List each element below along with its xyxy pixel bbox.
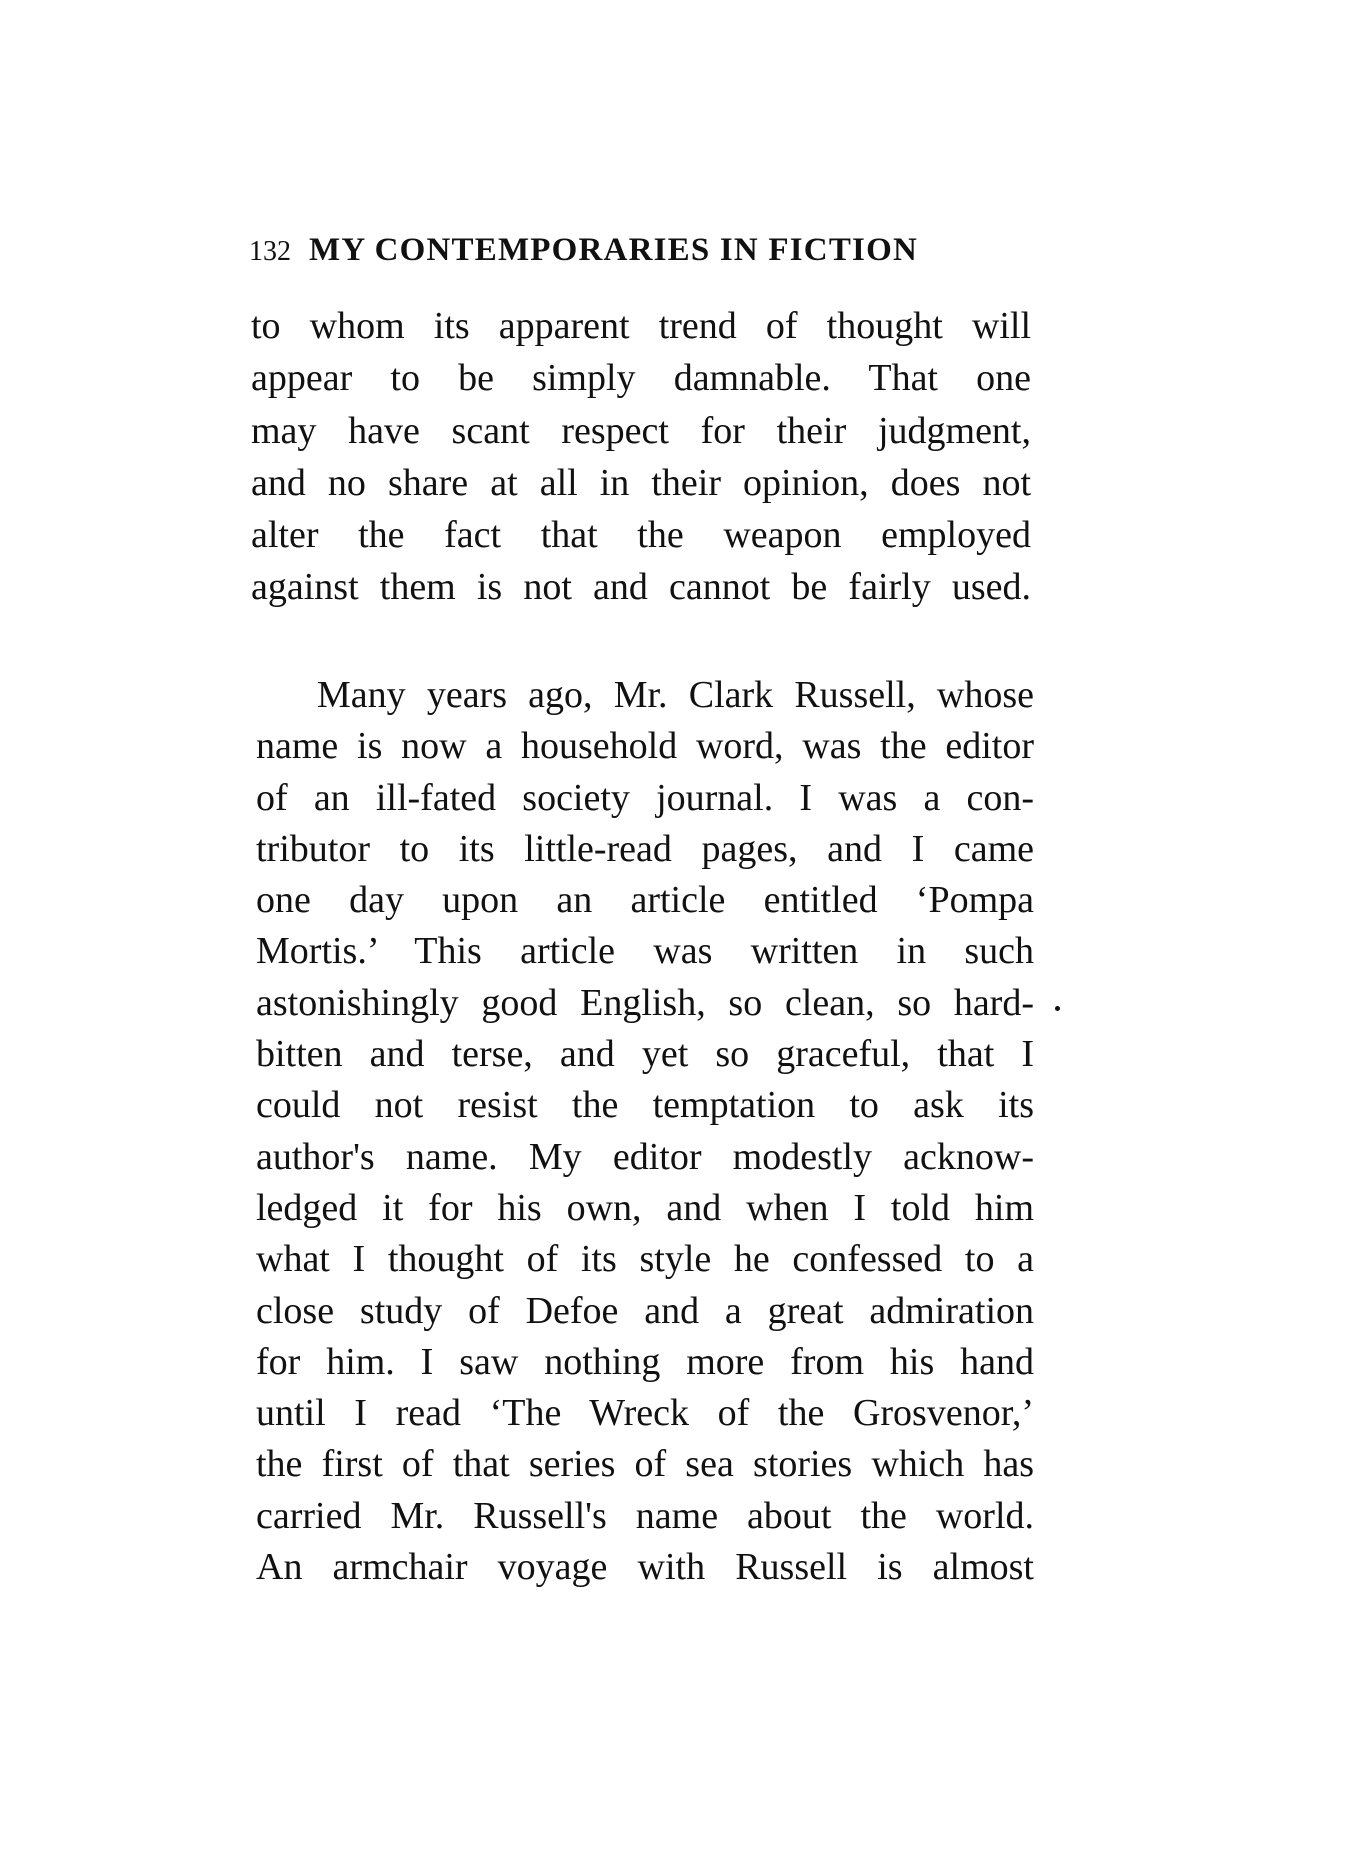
text-line: An armchair voyage with Russell is almost bbox=[256, 1546, 1034, 1589]
text-line: ledged it for his own, and when I told him bbox=[256, 1186, 1034, 1229]
text-line: to whom its apparent trend of thought will bbox=[251, 305, 1031, 347]
text-line: close study of Defoe and a great admiration bbox=[256, 1289, 1034, 1332]
text-line: what I thought of its style he confessed to a bbox=[256, 1238, 1034, 1281]
text-line: appear to be simply damnable. That one bbox=[251, 357, 1031, 400]
text-line: author's name. My editor modestly acknow- bbox=[256, 1135, 1034, 1178]
text-line: the first of that series of sea stories which has bbox=[256, 1443, 1034, 1486]
running-head bbox=[249, 232, 1039, 269]
paragraph-continued bbox=[251, 300, 1031, 614]
print-speck bbox=[1055, 1006, 1060, 1011]
text-line: one day upon an article entitled ‘Pompa bbox=[256, 879, 1034, 922]
text-line: bitten and terse, and yet so graceful, that I bbox=[256, 1033, 1034, 1076]
text-line: of an ill-fated society journal. I was a con- bbox=[256, 776, 1034, 819]
text-line: for him. I saw nothing more from his hand bbox=[256, 1340, 1034, 1383]
text-line: tributor to its little-read pages, and I came bbox=[256, 827, 1034, 870]
text-line: against them is not and cannot be fairly used. bbox=[251, 566, 1031, 609]
text-line-first: Many years ago, Mr. Clark Russell, whose bbox=[317, 674, 1034, 716]
text-line: name is now a household word, was the editor bbox=[256, 725, 1034, 768]
text-line: could not resist the temptation to ask its bbox=[256, 1084, 1034, 1127]
page-number: 132 bbox=[249, 236, 291, 267]
running-title: MY CONTEMPORARIES IN FICTION bbox=[309, 232, 918, 268]
text-line: astonishingly good English, so clean, so hard- bbox=[256, 981, 1034, 1024]
text-line: alter the fact that the weapon employed bbox=[251, 514, 1031, 557]
text-line: until I read ‘The Wreck of the Grosvenor,’ bbox=[256, 1392, 1034, 1435]
text-line: carried Mr. Russell's name about the world. bbox=[256, 1494, 1034, 1537]
text-line: may have scant respect for their judgment, bbox=[251, 409, 1031, 452]
text-line: and no share at all in their opinion, does not bbox=[251, 461, 1031, 504]
paragraph-clark-russell bbox=[256, 670, 1034, 1593]
text-line: Mortis.’ This article was written in such bbox=[256, 930, 1034, 973]
